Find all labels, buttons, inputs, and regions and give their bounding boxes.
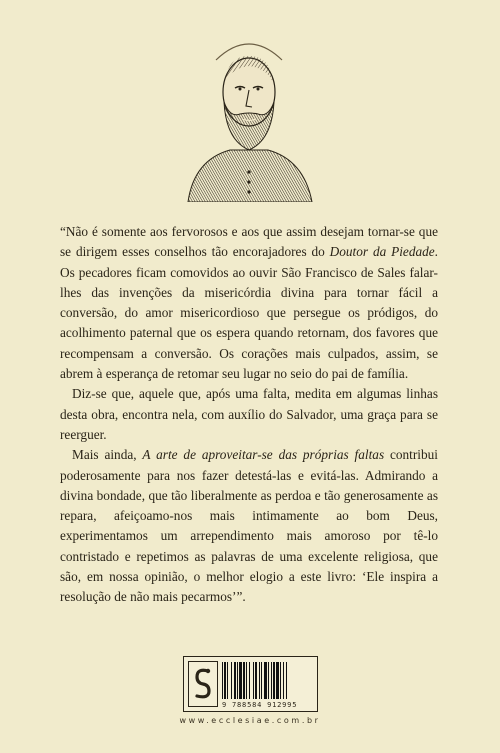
saint-portrait	[180, 22, 318, 202]
publisher-website: www.ecclesiae.com.br	[179, 716, 321, 725]
barcode-area	[183, 656, 318, 712]
isbn-number: 9 788584 912995	[222, 701, 298, 709]
p2-text: Diz-se que, aquele que, após uma falta, medita em algumas linhas desta obra, encontra nela, com auxílio do Salvador, uma graça para se reerguer.	[60, 386, 438, 442]
publisher-logo-icon	[188, 661, 218, 707]
paragraph-2	[60, 384, 438, 445]
barcode-bars	[222, 662, 314, 699]
paragraph-3	[60, 445, 438, 607]
p1-text-2: . Os pecadores ficam comovidos ao ouvir São Francisco de Sales falar-lhes das invenções da misericórdia divina para tornar fácil a conversão, do amor misericordioso que persegue os pródigos, do acolhimento paternal que os espera quando retornam, dos favores que recompensam a conversão. Os corações mais culpados, assim, se abrem à esperança de retomar seu lugar no seio do pai de família.	[60, 244, 438, 382]
back-cover-text	[60, 222, 438, 608]
paragraph-1	[60, 222, 438, 384]
p4-text-2: contribui poderosamente para nos fazer detestá-las e evitá-las. Admirando a divina bondade, que tão liberalmente as perdoa e tão generosamente as repara, afeiçoamo-nos mais intimamente ao bom Deus, experimentamos um arrependimento mais amoroso por tê-lo contristado e repetimos as palavras de uma excelente religiosa, que são, em nossa opinião, o melhor elogio a este livro: ‘Ele inspira a resolução de não mais pecarmos’”.	[60, 447, 438, 605]
p1-text-1: “Não é somente aos fervorosos e aos que assim desejam tornar-se que se dirigem esses conselhos tão encorajadores do	[60, 224, 438, 260]
p4-title: A arte de aproveitar-se das próprias faltas	[142, 447, 385, 463]
p1-title: Doutor da Piedade	[329, 244, 435, 260]
p4-text-1: Mais ainda,	[72, 447, 143, 463]
